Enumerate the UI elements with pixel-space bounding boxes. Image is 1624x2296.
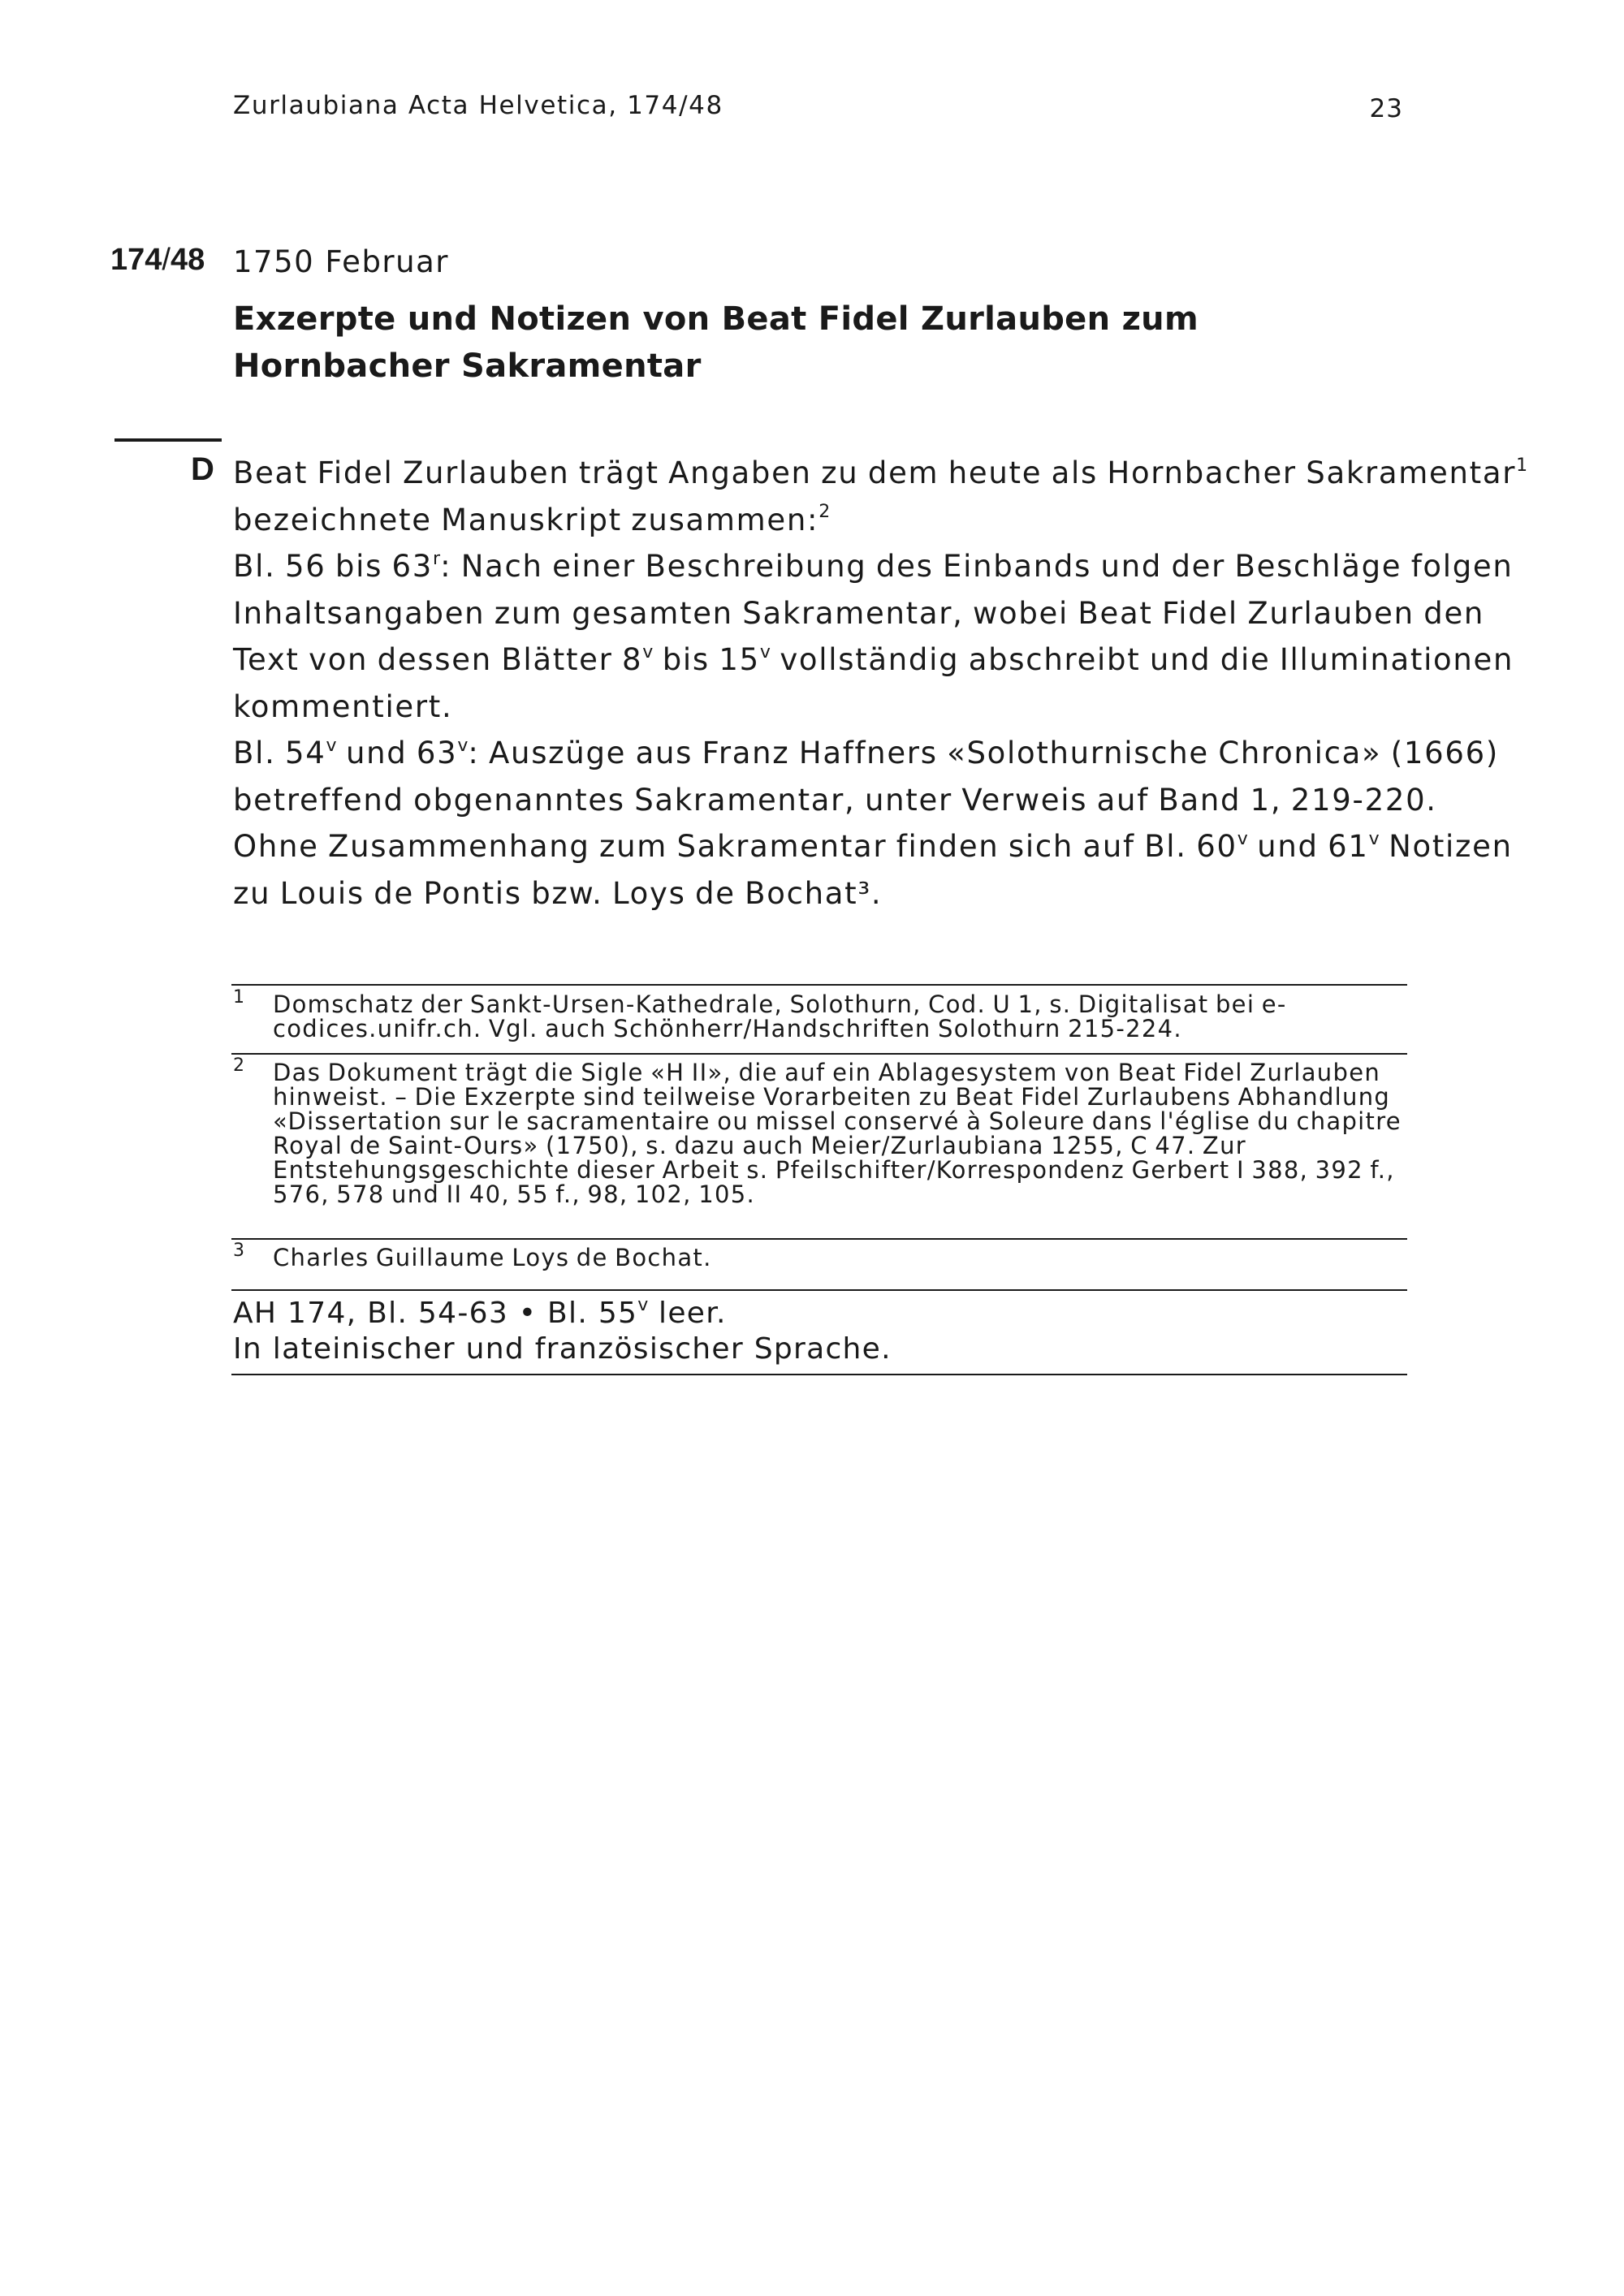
description-marker: D — [191, 451, 214, 487]
footnote-2 — [273, 1060, 1418, 1206]
footnote-rule — [231, 1053, 1407, 1055]
description-line — [233, 637, 1514, 684]
entry-date: 1750 Februar — [233, 244, 449, 279]
folio-side: v — [1368, 828, 1380, 849]
source-line — [233, 1296, 892, 1331]
description-line — [233, 730, 1500, 777]
running-title: Zurlaubiana Acta Helvetica, 174/48 — [233, 91, 723, 120]
footnote-rule — [231, 984, 1407, 986]
description-text: Ohne Zusammenhang zum Sakramentar finden sich auf Bl. 60 — [233, 829, 1237, 864]
description-text: : Auszüge aus Franz Haffners «Solothurnische Chronica» (1666) — [468, 736, 1500, 770]
footnote-line: Royal de Saint-Ours» (1750), s. dazu auch Meier/Zurlaubiana 1255, C 47. Zur — [273, 1132, 1246, 1159]
description-text: : Nach einer Beschreibung des Einbands und der Beschläge folgen — [440, 549, 1514, 584]
description-line — [233, 497, 1419, 544]
description-line — [233, 684, 1419, 731]
footnote-3 — [273, 1245, 1418, 1270]
description-text: betreffend obgenanntes Sakramentar, unter Verweis auf Band 1, 219-220. — [233, 782, 1437, 818]
footnote-ref: 2 — [818, 502, 831, 523]
footnote-1 — [273, 992, 1418, 1041]
description-line — [233, 543, 1514, 590]
description-line — [233, 823, 1513, 870]
description-text: und 63 — [336, 736, 458, 770]
folio-side: v — [326, 735, 337, 756]
footnote-line: Entstehungsgeschichte dieser Arbeit s. Pfeilschifter/Korrespondenz Gerbert I 388, 392 f., — [273, 1156, 1395, 1184]
footnote-line: «Dissertation sur le sacramentaire ou missel conservé à Soleure dans l'église du chapitre — [273, 1107, 1402, 1135]
footnote-line: Charles Guillaume Loys de Bochat. — [273, 1244, 712, 1271]
footnote-number: 2 — [233, 1055, 244, 1076]
folio-side: r — [433, 548, 441, 569]
footnote-number: 3 — [233, 1241, 244, 1261]
entry-number — [110, 243, 205, 278]
description-text: und 61 — [1247, 829, 1369, 864]
source-text: leer. — [648, 1297, 727, 1330]
description-text: bezeichnete Manuskript zusammen: — [233, 502, 819, 537]
description-text: bis 15 — [653, 642, 760, 677]
description-text: vollständig abschreibt und die Illuminationen — [770, 642, 1514, 677]
entry-number-separator: / — [162, 243, 171, 277]
source-line: In lateinischer und französischer Sprache. — [233, 1332, 892, 1366]
folio-side: v — [642, 641, 654, 662]
source-text: AH 174, Bl. 54-63 • Bl. 55 — [233, 1297, 638, 1330]
footnote-ref: 1 — [1516, 455, 1528, 476]
page-number: 23 — [1369, 94, 1403, 123]
footnote-line: 576, 578 und II 40, 55 f., 98, 102, 105. — [273, 1180, 755, 1208]
footnote-line: hinweist. – Die Exzerpte sind teilweise Vorarbeiten zu Beat Fidel Zurlaubens Abhandlung — [273, 1083, 1391, 1111]
source-info — [233, 1296, 892, 1367]
folio-side: v — [1237, 828, 1248, 849]
description-paragraph — [233, 450, 1528, 917]
entry-title: Exzerpte und Notizen von Beat Fidel Zurlauben zum Hornbacher Sakramentar — [233, 300, 1199, 385]
footnote-line: Domschatz der Sankt-Ursen-Kathedrale, Solothurn, Cod. U 1, s. Digitalisat bei e- — [273, 990, 1287, 1018]
description-line — [233, 590, 1485, 637]
entry-number-main: 174 — [110, 243, 162, 277]
folio-side: v — [759, 641, 771, 662]
description-text: Inhaltsangaben zum gesamten Sakramentar, wobei Beat Fidel Zurlauben den — [233, 595, 1485, 631]
source-rule — [231, 1289, 1407, 1291]
description-line — [233, 777, 1437, 824]
section-rule — [114, 438, 222, 442]
description-text: Beat Fidel Zurlauben trägt Angaben zu dem heute als Hornbacher Sakramentar — [233, 455, 1517, 490]
footnote-line: Das Dokument trägt die Sigle «H II», die auf ein Ablagesystem von Beat Fidel Zurlauben — [273, 1059, 1381, 1086]
description-text: zu Louis de Pontis bzw. Loys de Bochat³. — [233, 875, 883, 911]
description-text: Notizen — [1379, 829, 1513, 864]
source-rule — [231, 1374, 1407, 1375]
description-line — [233, 450, 1528, 497]
description-text: Text von dessen Blätter 8 — [233, 642, 643, 677]
description-line — [233, 870, 1419, 917]
description-text: Bl. 54 — [233, 736, 326, 770]
footnote-number: 1 — [233, 987, 244, 1008]
footnote-rule — [231, 1238, 1407, 1240]
folio-side: v — [457, 735, 469, 756]
description-text: Bl. 56 bis 63 — [233, 549, 434, 584]
entry-number-suffix: 48 — [170, 243, 205, 277]
description-text: kommentiert. — [233, 688, 453, 724]
footnote-line: codices.unifr.ch. Vgl. auch Schönherr/Handschriften Solothurn 215-224. — [273, 1015, 1182, 1042]
folio-side: v — [637, 1295, 649, 1315]
